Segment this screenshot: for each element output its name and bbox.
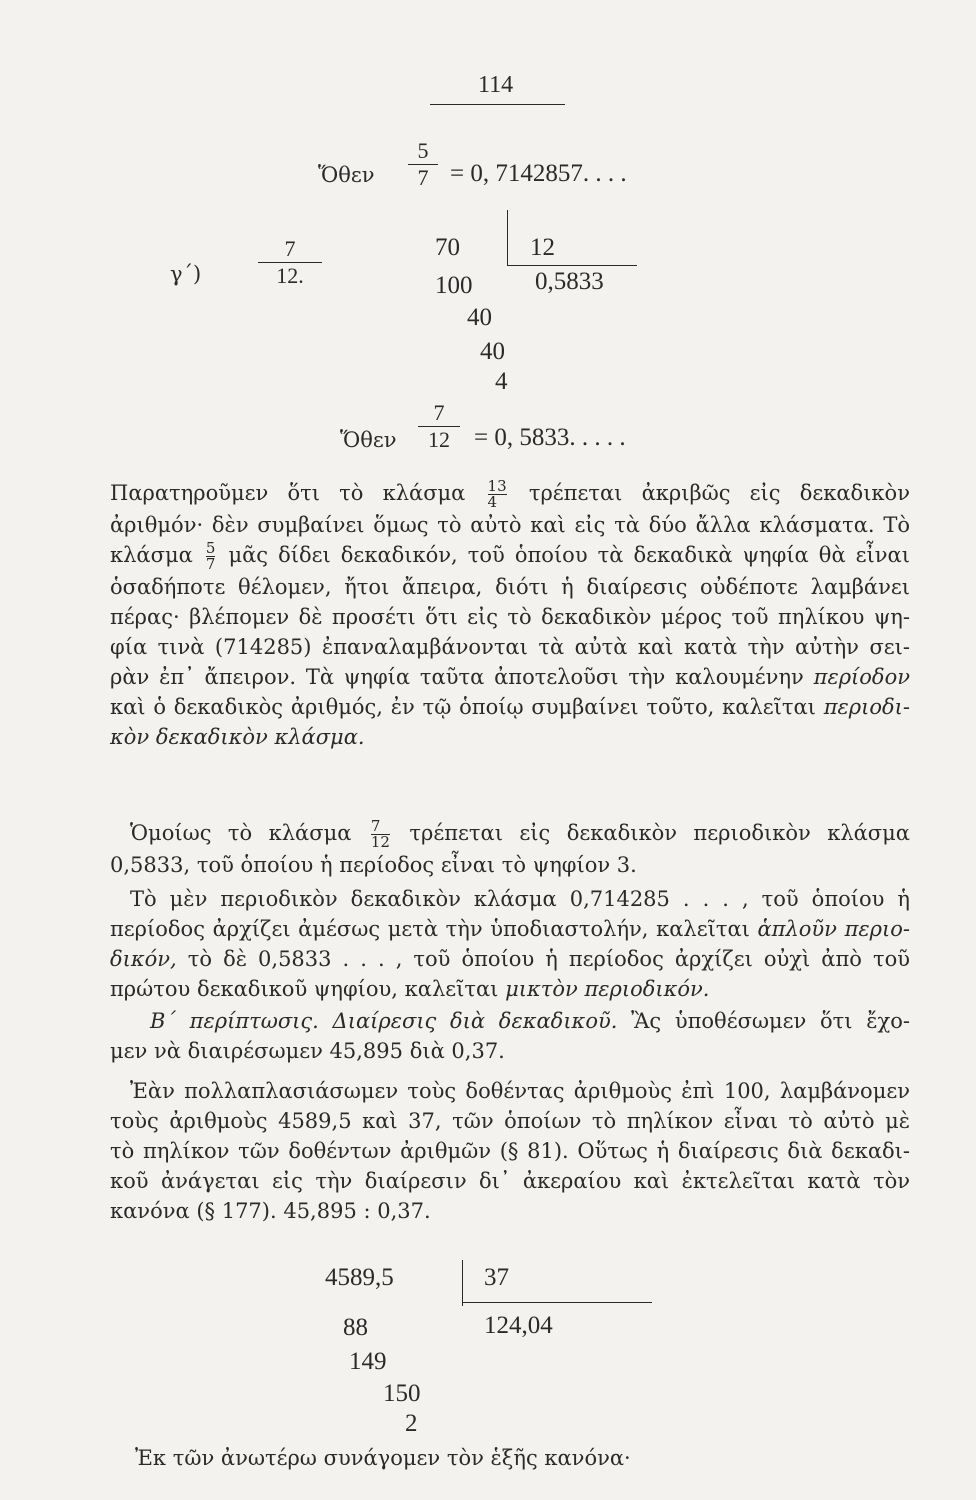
fraction-numerator: 5 — [205, 539, 216, 557]
text-line: πέρας· βλέπομεν δὲ προσέτι ὅτι εἰς τὸ δεκαδικὸν μέρος τοῦ πηλίκου ψη- — [110, 605, 910, 629]
division1-divisor: 12 — [530, 234, 555, 261]
text-line — [110, 914, 910, 944]
text-segment: τρέπεται ἀκριβῶς εἰς δεκαδικὸν — [528, 481, 910, 505]
division1-vertical-rule — [507, 210, 508, 266]
inline-fraction-5-7 — [206, 541, 216, 572]
paragraph-similarly — [110, 818, 910, 880]
decimal-result-1: = 0, 7142857. . . . — [450, 160, 627, 187]
fraction-numerator: 7 — [370, 817, 381, 835]
fraction-numerator: 13 — [487, 477, 507, 495]
paragraph-simple-mixed — [110, 884, 910, 1004]
text-line: μεν νὰ διαιρέσωμεν 45,895 διὰ 0,37. — [110, 1039, 505, 1063]
text-line — [110, 662, 910, 692]
division1-row: 40 — [467, 304, 492, 331]
text-segment: Ἂς ὑποθέσωμεν ὅτι ἔχο- — [631, 1009, 910, 1033]
emphasis-term: μικτὸν περιοδικόν. — [505, 977, 710, 1001]
division1-row: 100 — [435, 272, 473, 299]
division2-row: 149 — [349, 1348, 387, 1375]
division2-row: 2 — [405, 1410, 418, 1437]
othen-label-1: Ὅθεν — [318, 163, 375, 187]
fraction-numerator: 7 — [284, 236, 296, 261]
fraction-7-12 — [258, 238, 322, 287]
division2-row: 150 — [383, 1380, 421, 1407]
othen-label-2: Ὅθεν — [340, 428, 397, 452]
text-segment: Ὁμοίως τὸ κλάσμα — [130, 821, 352, 845]
text-segment: ρὰν ἐπ᾽ ἄπειρον. Τὰ ψηφία ταῦτα ἀποτελοῦσι τὴν καλουμένην — [110, 665, 804, 689]
section-heading-italic: Β΄ περίπτωσις. Διαίρεσις διὰ δεκαδικοῦ. — [150, 1009, 618, 1033]
text-segment: περίοδος ἀρχίζει ἀμέσως μετὰ τὴν ὑποδιαστολήν, καλεῖται — [110, 917, 750, 941]
text-segment: κλάσμα — [110, 543, 193, 567]
emphasis-term: δικόν, — [110, 947, 177, 971]
page-number: 114 — [478, 72, 514, 98]
text-line: ἀριθμόν· δὲν συμβαίνει ὅμως τὸ αὐτὸ καὶ εἰς τὰ δύο ἄλλα κλάσματα. Τὸ — [110, 513, 910, 537]
text-line: 0,5833, τοῦ ὁποίου ἡ περίοδος εἶναι τὸ ψηφίον 3. — [110, 853, 637, 877]
fraction-denominator: 4 — [487, 493, 498, 511]
emphasis-term: περιοδι- — [823, 695, 910, 719]
text-segment: μᾶς δίδει δεκαδικόν, τοῦ ὁποίου τὰ δεκαδικὰ ψηφία θὰ εἶναι — [228, 543, 910, 567]
text-line — [110, 1006, 910, 1036]
division1-quotient: 0,5833 — [535, 268, 604, 295]
text-line: τὸ πηλίκον τῶν δοθέντων ἀριθμῶν (§ 81). Οὕτως ἡ διαίρεσις διὰ δεκαδι- — [110, 1139, 910, 1163]
fraction-denominator: 12. — [276, 263, 304, 288]
fraction-7-12-result — [418, 402, 460, 451]
text-line — [110, 944, 910, 974]
fraction-denominator: 12 — [428, 427, 450, 452]
division1-row: 40 — [480, 338, 505, 365]
emphasis-term: κὸν δεκαδικὸν κλάσμα. — [110, 725, 365, 749]
text-line: κοῦ ἀνάγεται εἰς τὴν διαίρεσιν δι᾽ ἀκεραίου καὶ ἐκτελεῖται κατὰ τὸν — [110, 1169, 910, 1193]
division2-horizontal-rule — [462, 1302, 652, 1303]
text-segment: τὸ δὲ 0,5833 . . . , τοῦ ὁποίου ἡ περίοδος ἀρχίζει οὐχὶ ἀπὸ τοῦ — [187, 947, 910, 971]
text-segment: καὶ ὁ δεκαδικὸς ἀριθμός, ἐν τῷ ὁποίῳ συμβαίνει τοῦτο, καλεῖται — [110, 695, 816, 719]
case-label-gamma: γ΄) — [170, 262, 202, 286]
text-line: κανόνα (§ 177). 45,895 : 0,37. — [110, 1199, 431, 1223]
division2-quotient: 124,04 — [484, 1312, 553, 1339]
division1-horizontal-rule — [507, 265, 637, 266]
inline-fraction-7-12 — [371, 819, 390, 850]
decimal-result-2: = 0, 5833. . . . . — [474, 424, 626, 451]
text-segment: τρέπεται εἰς δεκαδικὸν περιοδικὸν κλάσμα — [409, 821, 910, 845]
text-segment: πρώτου δεκαδικοῦ ψηφίου, καλεῖται — [110, 977, 499, 1001]
text-line — [110, 540, 910, 572]
division2-vertical-rule — [462, 1260, 463, 1306]
fraction-numerator: 7 — [433, 400, 445, 425]
text-line — [110, 818, 910, 850]
text-line — [110, 692, 910, 722]
paragraph-case-b — [110, 1006, 910, 1066]
emphasis-term: περίοδον — [813, 665, 910, 689]
division2-dividend: 4589,5 — [325, 1264, 394, 1291]
text-segment: Παρατηροῦμεν ὅτι τὸ κλάσμα — [110, 481, 466, 505]
text-line: ὁσαδήποτε θέλομεν, ἤτοι ἄπειρα, διότι ἡ διαίρεσις οὐδέποτε λαμβάνει — [110, 575, 910, 599]
text-line — [110, 722, 910, 752]
fraction-denominator: 12 — [370, 833, 390, 851]
text-line: Ἐὰν πολλαπλασιάσωμεν τοὺς δοθέντας ἀριθμοὺς ἐπὶ 100, λαμβάνομεν — [130, 1079, 910, 1103]
division2-divisor: 37 — [484, 1264, 509, 1291]
text-line — [110, 478, 910, 510]
text-line: φία τινὰ (714285) ἐπαναλαμβάνονται τὰ αὐτὰ καὶ κατὰ τὴν αὐτὴν σει- — [110, 635, 910, 659]
paragraph-periodic-intro — [110, 478, 910, 752]
fraction-denominator: 7 — [417, 165, 429, 190]
emphasis-term: ἁπλοῦν περιο- — [757, 917, 910, 941]
inline-fraction-13-4 — [488, 479, 507, 510]
fraction-denominator: 7 — [205, 555, 216, 573]
division1-row: 4 — [495, 368, 508, 395]
page-number-rule — [430, 104, 565, 105]
division1-dividend: 70 — [435, 234, 460, 261]
division2-row: 88 — [343, 1314, 368, 1341]
fraction-numerator: 5 — [417, 138, 429, 163]
closing-line: Ἐκ τῶν ἀνωτέρω συνάγομεν τὸν ἑξῆς κανόνα· — [135, 1446, 631, 1470]
text-line: Τὸ μὲν περιοδικὸν δεκαδικὸν κλάσμα 0,714285 . . . , τοῦ ὁποίου ἡ — [130, 887, 910, 911]
text-line: τοὺς ἀριθμοὺς 4589,5 καὶ 37, τῶν ὁποίων τὸ πηλίκον εἶναι τὸ αὐτὸ μὲ — [110, 1109, 910, 1133]
paragraph-multiply — [110, 1076, 910, 1226]
text-line — [110, 974, 910, 1004]
fraction-5-7 — [408, 140, 438, 189]
